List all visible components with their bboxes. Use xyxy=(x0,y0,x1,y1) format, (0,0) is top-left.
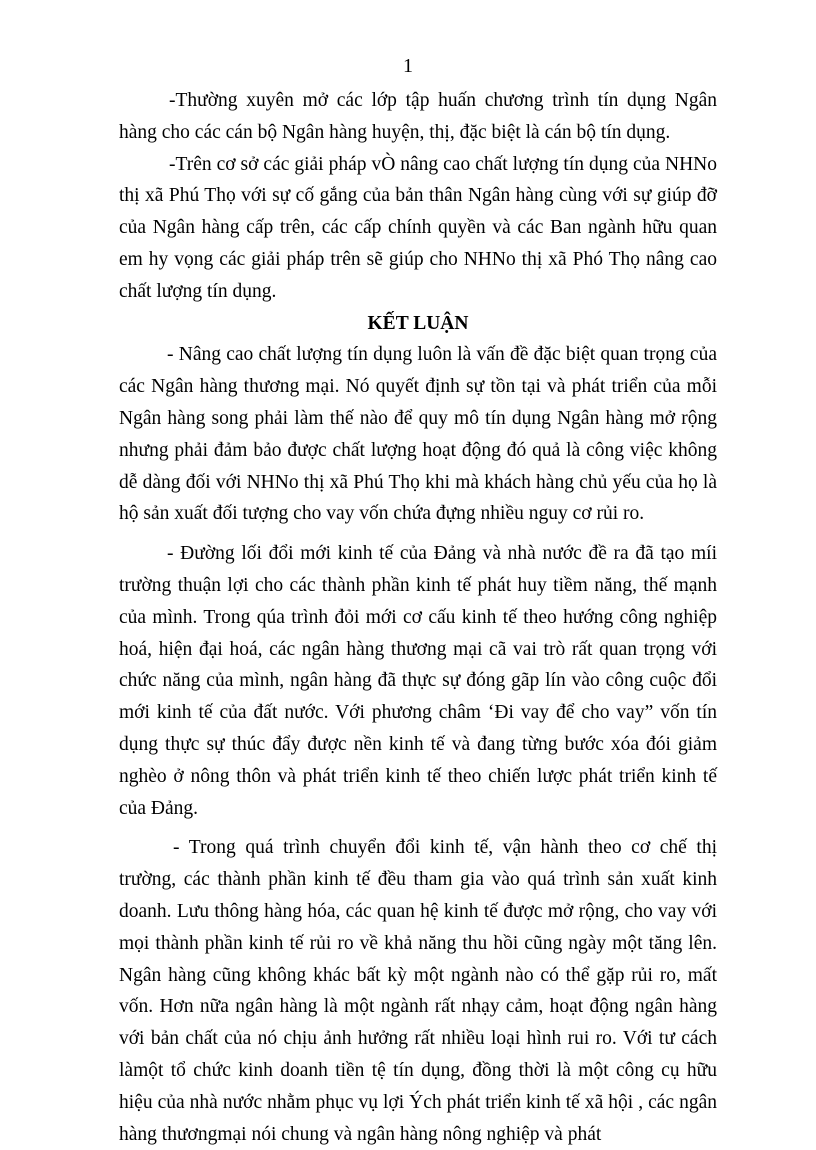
page-number: 1 xyxy=(403,55,413,77)
paragraph-conclusion-3: - Trong quá trình chuyển đổi kinh tế, vận hành theo cơ chế thị trường, các thành phần kinh tế đều tham gia vào quá trình sản xuất kinh doanh. Lưu thông hàng hóa, các quan hệ kinh tế được mở rộng, cho vay với mọi thành phần kinh tế rủi ro về khả năng thu hồi cũng ngày một tăng lên. Ngân hàng cũng không khác bất kỳ một ngành nào có thể gặp rủi ro, mất vốn. Hơn nữa ngân hàng là một ngành rất nhạy cảm, hoạt động ngân hàng với bản chất của nó chịu ảnh hưởng rất nhiều loại hình rui ro. Với tư cách làmột tổ chức kinh doanh tiền tệ tín dụng, đồng thời là một công cụ hữu hiệu của nhà nước nhằm phục vụ lợi Ých phát triển kinh tế xã hội , các ngân hàng thươngmại nói chung và ngân hàng nông nghiệp và phát xyxy=(119,837,717,1145)
paragraph-training: -Thường xuyên mở các lớp tập huấn chương trình tín dụng Ngân hàng cho các cán bộ Ngân hàng huyện, thị, đặc biệt là cán bộ tín dụng. xyxy=(119,90,717,143)
paragraph-conclusion-2: - Đường lối đổi mới kinh tế của Đảng và nhà nước đề ra đã tạo míi trường thuận lợi cho các thành phần kinh tế phát huy tiềm năng, thế mạnh của mình. Trong qúa trình đỏi mới cơ cấu kinh tế theo hướng công nghiệp hoá, hiện đại hoá, các ngân hàng thương mại cã vai trò rất quan trọng với chức năng của mình, ngân hàng đã thực sự đóng gãp lín vào công cuộc đổi mới kinh tế của đất nước. Với phương châm ‘Đi vay để cho vay” vốn tín dụng thực sự thúc đẩy được nền kinh tế và đang từng bước xóa đói giảm nghèo ở nông thôn và phát triển kinh tế theo chiến lược phát triển kinh tế của Đảng. xyxy=(119,543,717,819)
document-body xyxy=(119,85,717,1150)
paragraph-solutions: -Trên cơ sở các giải pháp vÒ nâng cao chất lượng tín dụng của NHNo thị xã Phú Thọ với sự cố gắng của bản thân Ngân hàng cùng với sự giúp đỡ của Ngân hàng cấp trên, các cấp chính quyền và các Ban ngành hữu quan em hy vọng các giải pháp trên sẽ giúp cho NHNo thị xã Phó Thọ nâng cao chất lượng tín dụng. xyxy=(119,153,717,302)
section-heading-conclusion: KẾT LUẬN xyxy=(367,312,469,334)
paragraph-conclusion-1: - Nâng cao chất lượng tín dụng luôn là vấn đề đặc biệt quan trọng của các Ngân hàng thương mại. Nó quyết định sự tồn tại và phát triển của mỗi Ngân hàng song phải làm thế nào để quy mô tín dụng Ngân hàng mở rộng nhưng phải đảm bảo được chất lượng hoạt động đó quả là công việc không dễ dàng đối với NHNo thị xã Phú Thọ khi mà khách hàng chủ yếu của họ là hộ sản xuất đối tượng cho vay vốn chứa đựng nhiều nguy cơ rủi ro. xyxy=(119,344,717,525)
